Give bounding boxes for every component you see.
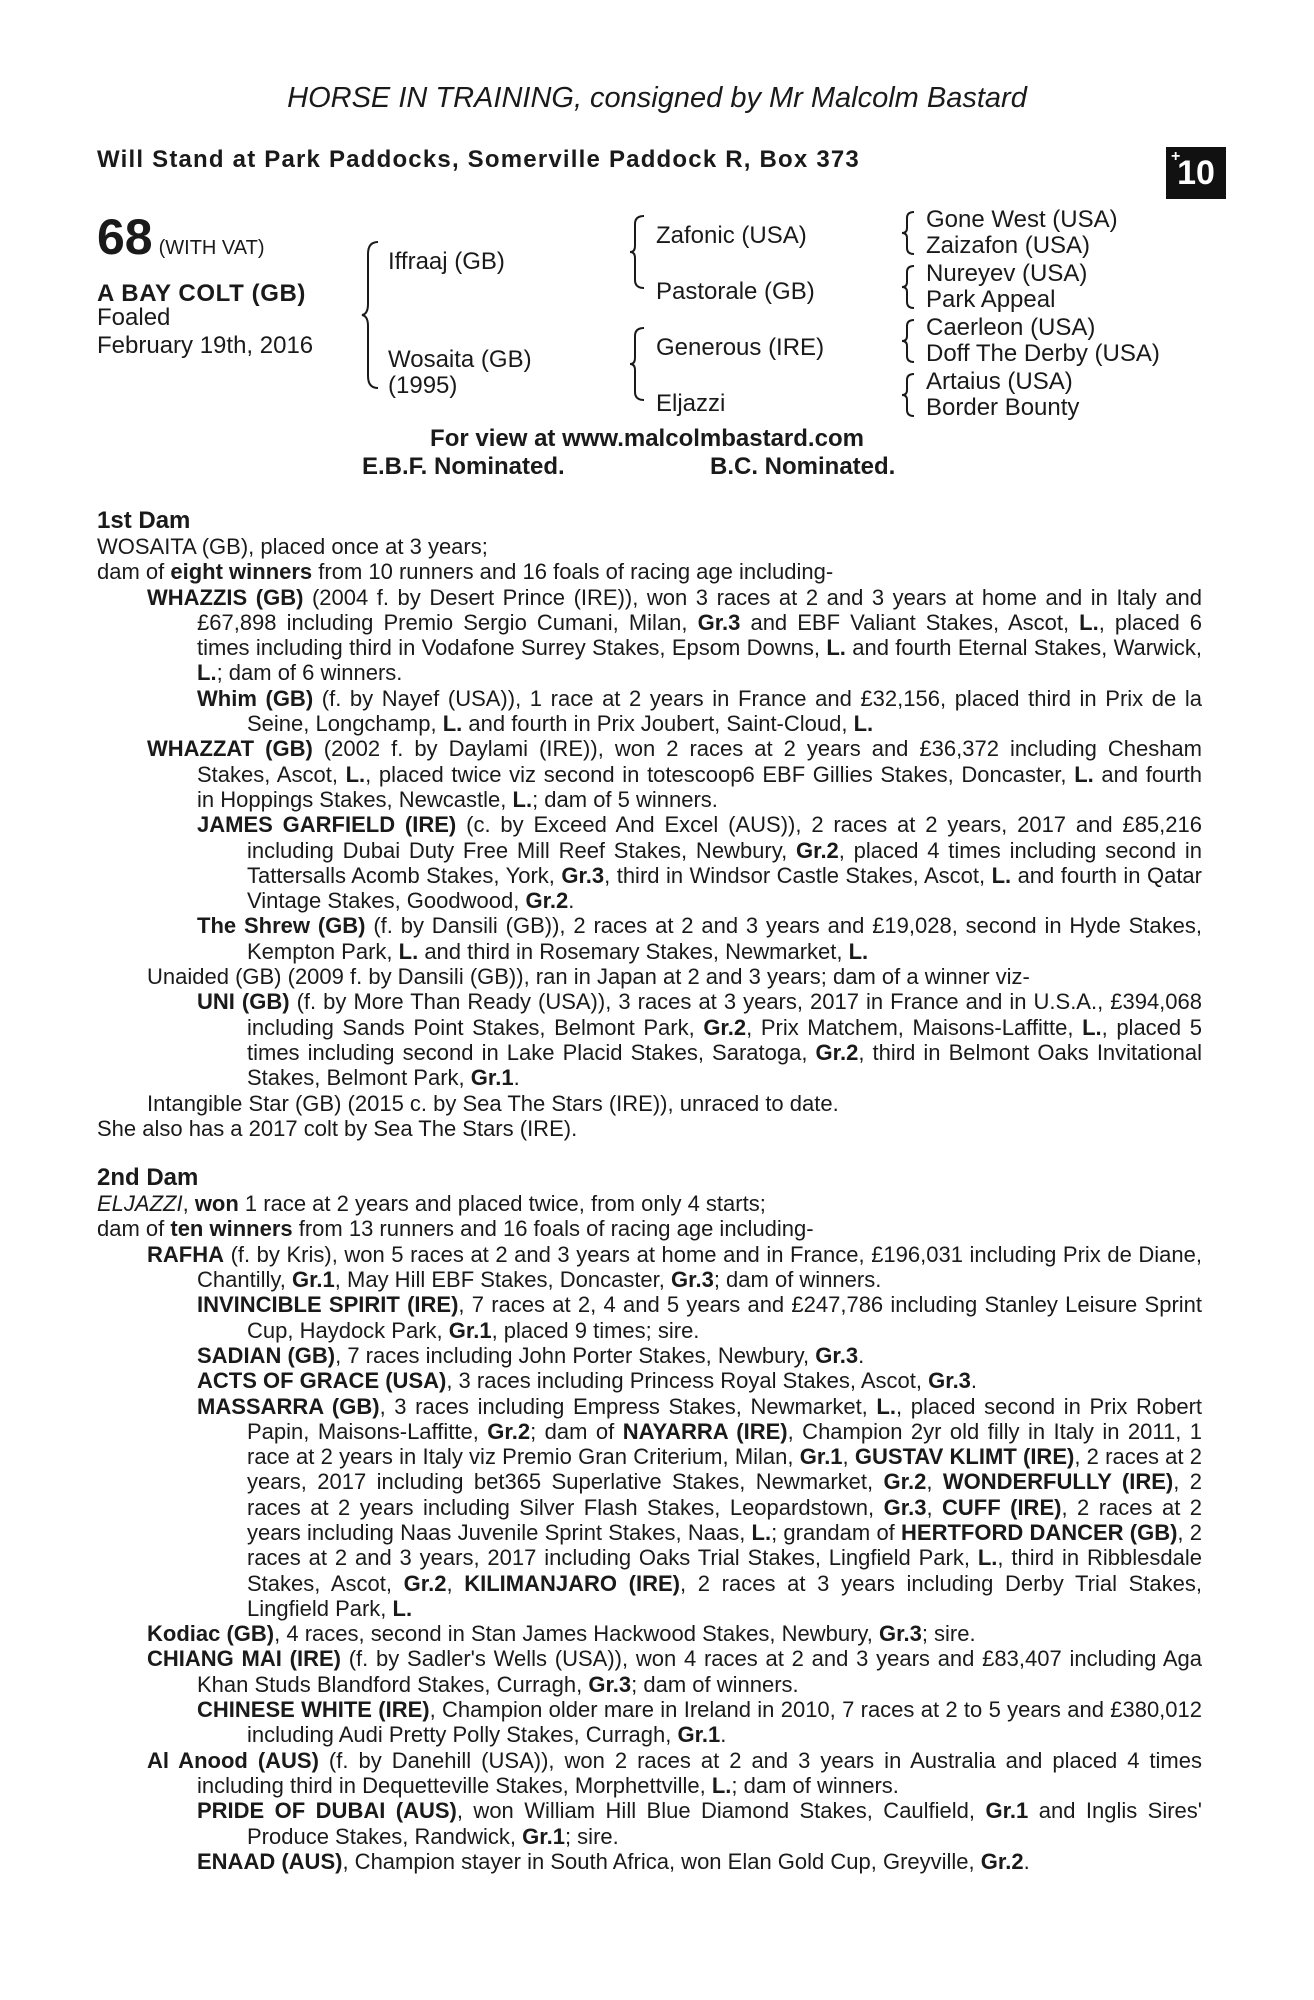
pedigree-brace-g3-4 [900,372,916,418]
pedigree-brace-sire [628,214,646,290]
produce-invincible-spirit: INVINCIBLE SPIRIT (IRE), 7 races at 2, 4 and 5 years and £247,786 including Stanley Leisure Sprint Cup, Haydock Park, Gr.1, placed 9 times; sire. [197,1292,1203,1343]
produce-massarra: MASSARRA (GB), 3 races including Empress Stakes, Newmarket, L., placed second in Prix Robert Papin, Maisons-Laffitte, Gr.2; dam of NAYARRA (IRE), Champion 2yr old filly in Italy in 2011, 1 race at 2 years in Italy viz Premio Gran Criterium, Milan, Gr.1, GUSTAV KLIMT (IRE), 2 races at 2 years, 2017 including bet365 Superlative Stakes, Newmarket, Gr.2, WONDERFULLY (IRE), 2 races at 2 years including Silver Flash Stakes, Leopardstown, Gr.3, CUFF (IRE), 2 races at 2 years including Naas Juvenile Sprint Stakes, Naas, L.; grandam of HERTFORD DANCER (GB), 2 races at 2 and 3 years, 2017 including Oaks Trial Stakes, Lingfield Park, L., third in Ribblesdale Stakes, Ascot, Gr.2, KILIMANJARO (IRE), 2 races at 3 years including Derby Trial Stakes, Lingfield Park, L. [197,1393,1203,1621]
pedigree-dam-sire: Generous (IRE) [656,334,825,361]
pedigree-ddd: Border Bounty [926,394,1080,421]
produce-whazzat: WHAZZAT (GB) (2002 f. by Daylami (IRE)), won 2 races at 2 years and £36,372 including Chesham Stakes, Ascot, L., placed twice viz second in totescoop6 EBF Gillies Stakes, Doncaster, L. and fourth in Hoppings Stakes, Newcastle, L.; dam of 5 winners. [147,736,1203,812]
second-dam-heading: 2nd Dam [97,1164,199,1192]
second-dam-summary: dam of ten winners from 13 runners and 16 foals of racing age including- [97,1216,814,1242]
foaled-label: Foaled [97,304,171,331]
foaled-date: February 19th, 2016 [97,332,314,359]
pedigree-dam: Wosaita (GB) [388,346,532,373]
first-dam-heading: 1st Dam [97,507,191,534]
pedigree-sire: Iffraaj (GB) [388,248,505,275]
second-dam-intro: ELJAZZI, won 1 race at 2 years and placed twice, from only 4 starts; [97,1191,766,1217]
view-link: For view at www.malcolmbastard.com [430,425,864,452]
pedigree-brace-g3-1 [900,210,916,256]
pedigree-sds: Nureyev (USA) [926,260,1088,287]
produce-chiang-mai: CHIANG MAI (IRE) (f. by Sadler's Wells (USA)), won 4 races at 2 and 3 years and £83,407 including Aga Khan Studs Blandford Stakes, Curragh, Gr.3; dam of winners. [147,1646,1203,1697]
bc-nominated: B.C. Nominated. [710,453,896,480]
pedigree-dds: Artaius (USA) [926,368,1073,395]
produce-chinese-white: CHINESE WHITE (IRE), Champion older mare in Ireland in 2010, 7 races at 2 to 5 years and £380,012 including Audi Pretty Polly Stakes, Curragh, Gr.1. [197,1697,1202,1748]
produce-sadian: SADIAN (GB), 7 races including John Porter Stakes, Newbury, Gr.3. [197,1342,865,1368]
produce-the-shrew: The Shrew (GB) (f. by Dansili (GB)), 2 races at 2 and 3 years and £19,028, second in Hyde Stakes, Kempton Park, L. and third in Rosemary Stakes, Newmarket, L. [197,913,1202,964]
produce-whazzis: WHAZZIS (GB) (2004 f. by Desert Prince (IRE)), won 3 races at 2 and 3 years at home and in Italy and £67,898 including Premio Sergio Cumani, Milan, Gr.3 and EBF Valiant Stakes, Ascot, L., placed 6 times including third in Vodafone Surrey Stakes, Epsom Downs, L. and fourth Eternal Stakes, Warwick, L.; dam of 6 winners. [147,584,1203,686]
lot-description: A BAY COLT (GB) [97,280,307,307]
first-dam-also: She also has a 2017 colt by Sea The Stars (IRE). [97,1115,578,1141]
produce-pride-of-dubai: PRIDE OF DUBAI (AUS), won William Hill Blue Diamond Stakes, Caulfield, Gr.1 and Inglis Sires' Produce Stakes, Randwick, Gr.1; sire. [197,1798,1202,1849]
produce-al-anood: Al Anood (AUS) (f. by Danehill (USA)), won 2 races at 2 and 3 years in Australia and placed 4 times including third in Dequetteville Stakes, Morphettville, L.; dam of winners. [147,1747,1202,1798]
pedigree-ssd: Zaizafon (USA) [926,232,1091,259]
page-title: HORSE IN TRAINING, consigned by Mr Malcolm Bastard [287,82,1027,114]
stand-location: Will Stand at Park Paddocks, Somerville Paddock R, Box 373 [97,146,860,173]
pedigree-sire-dam: Pastorale (GB) [656,278,815,305]
pedigree-dss: Caerleon (USA) [926,314,1096,341]
pedigree-dam-year: (1995) [388,372,458,399]
first-dam-summary: dam of eight winners from 10 runners and 16 foals of racing age including- [97,559,834,585]
produce-whim: Whim (GB) (f. by Nayef (USA)), 1 race at 2 years in France and £32,156, placed third in Prix de la Seine, Longchamp, L. and fourth in Prix Joubert, Saint-Cloud, L. [197,685,1202,737]
pedigree-sire-sire: Zafonic (USA) [656,222,807,249]
pedigree-brace-dam [628,326,646,402]
pedigree-sss: Gone West (USA) [926,206,1118,233]
ebf-nominated: E.B.F. Nominated. [362,453,565,480]
lot-vat: (WITH VAT) [158,237,265,259]
produce-rafha: RAFHA (f. by Kris), won 5 races at 2 and 3 years at home and in France, £196,031 including Prix de Diane, Chantilly, Gr.1, May Hill EBF Stakes, Doncaster, Gr.3; dam of winners. [147,1241,1202,1293]
lot-badge [1166,147,1226,199]
produce-intangible-star: Intangible Star (GB) (2015 c. by Sea The Stars (IRE)), unraced to date. [147,1090,839,1116]
pedigree-brace-g3-2 [900,264,916,310]
first-dam-intro: WOSAITA (GB), placed once at 3 years; [97,534,488,559]
badge-number: 10 [1177,153,1215,192]
produce-enaad: ENAAD (AUS), Champion stayer in South Africa, won Elan Gold Cup, Greyville, Gr.2. [197,1848,1030,1874]
catalogue-body [97,508,1202,1874]
pedigree-brace-g3-3 [900,318,916,364]
pedigree-brace-gen1 [360,240,380,390]
produce-uni: UNI (GB) (f. by More Than Ready (USA)), 3 races at 3 years, 2017 in France and in U.S.A., £394,068 including Sands Point Stakes, Belmont Park, Gr.2, Prix Matchem, Maisons-Laffitte, L., placed 5 times including second in Lake Placid Stakes, Saratoga, Gr.2, third in Belmont Oaks Invitational Stakes, Belmont Park, Gr.1. [197,989,1202,1091]
pedigree-sdd: Park Appeal [926,286,1056,313]
badge-sup: + [1171,148,1181,165]
produce-james-garfield: JAMES GARFIELD (IRE) (c. by Exceed And Excel (AUS)), 2 races at 2 years, 2017 and £85,216 including Dubai Duty Free Mill Reef Stakes, Newbury, Gr.2, placed 4 times including second in Tattersalls Acomb Stakes, York, Gr.3, third in Windsor Castle Stakes, Ascot, L. and fourth in Qatar Vintage Stakes, Goodwood, Gr.2. [197,812,1202,914]
pedigree-dam-dam: Eljazzi [656,390,726,417]
pedigree-dsd: Doff The Derby (USA) [926,340,1160,367]
lot-number-block [97,208,265,266]
produce-kodiac: Kodiac (GB), 4 races, second in Stan James Hackwood Stakes, Newbury, Gr.3; sire. [147,1621,976,1647]
lot-number: 68 [97,209,153,265]
produce-acts-of-grace: ACTS OF GRACE (USA), 3 races including Princess Royal Stakes, Ascot, Gr.3. [197,1368,978,1394]
produce-unaided: Unaided (GB) (2009 f. by Dansili (GB)), ran in Japan at 2 and 3 years; dam of a winner viz- [147,964,1030,990]
